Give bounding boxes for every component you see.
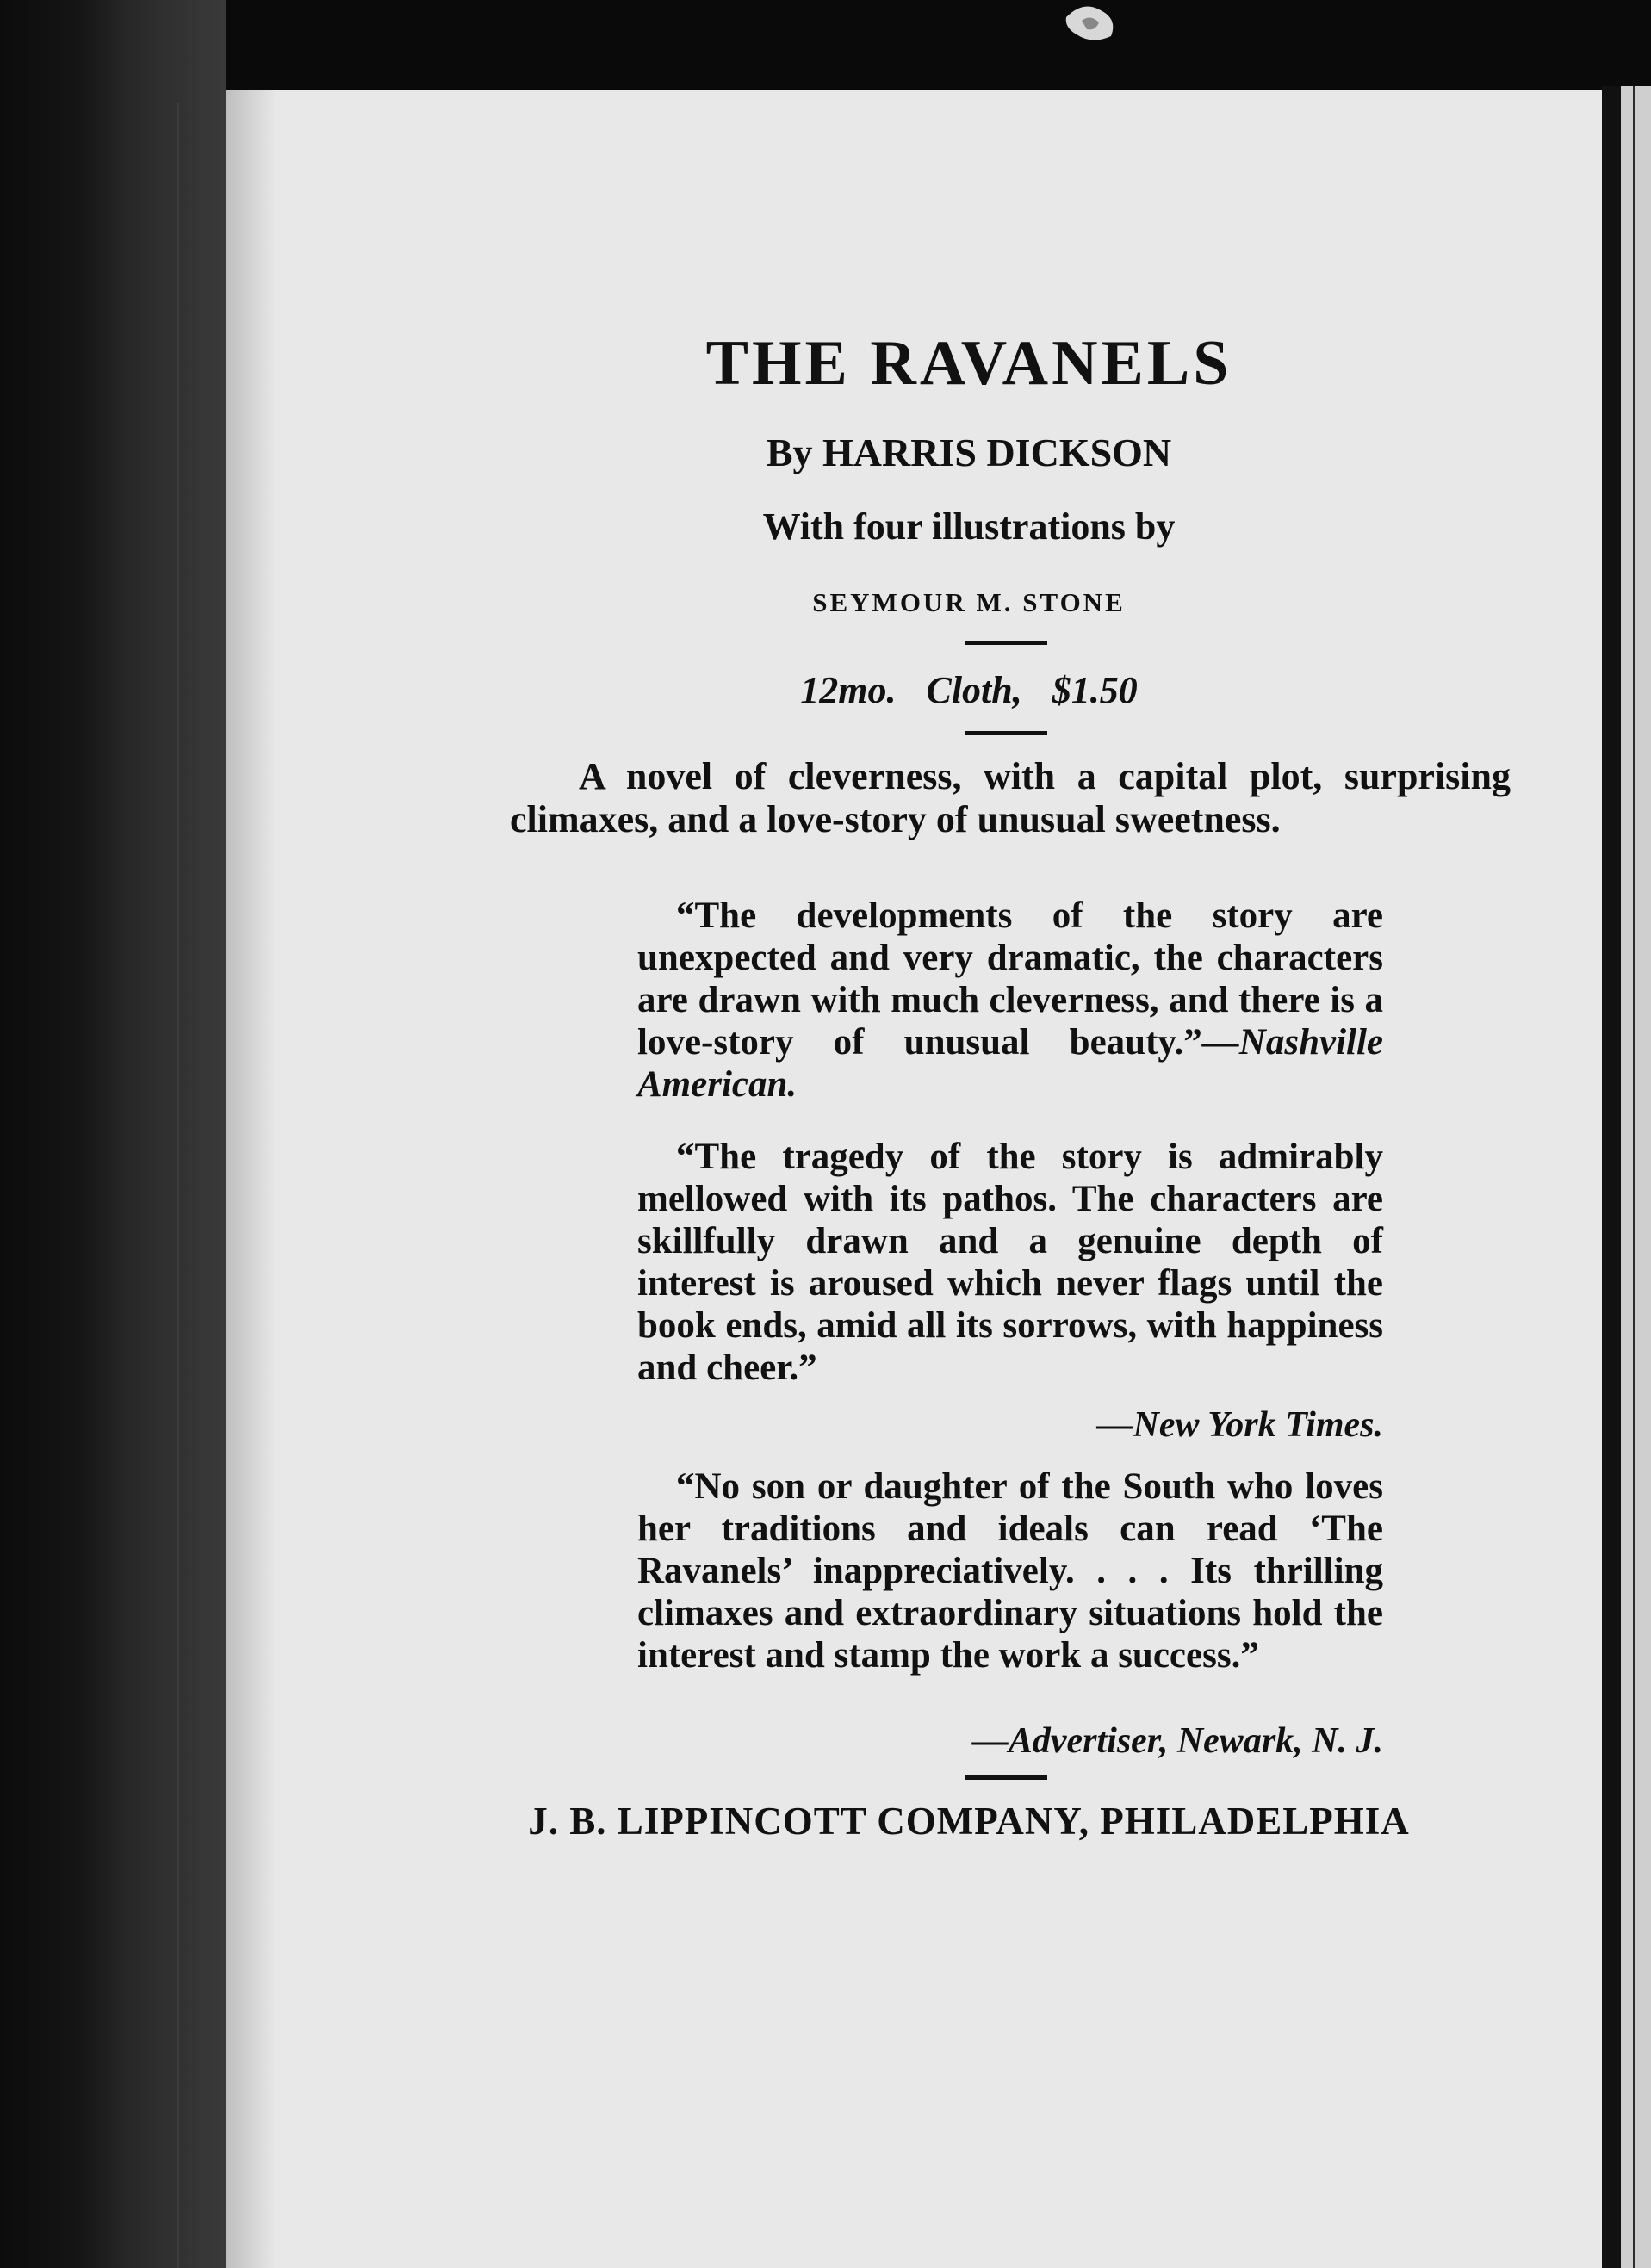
book-summary: A novel of cleverness, with a capital plot, surprising climaxes, and a love-story of unusual sweetness. <box>510 755 1511 840</box>
review-quote: “The tragedy of the story is admirably mellowed with its pathos. The characters are skillfully drawn and a genuine depth of interest is aroused which never flags until the book ends, amid all its sorrows, with happiness and cheer.” <box>637 1137 1383 1388</box>
divider-rule <box>965 641 1047 645</box>
divider-rule <box>965 1775 1047 1780</box>
divider-rule <box>965 731 1047 735</box>
adjacent-page-line <box>1633 86 1635 2268</box>
publisher-line: J. B. LIPPINCOTT COMPANY, PHILADELPHIA <box>528 1800 1410 1843</box>
price-line: 12mo. Cloth, $1.50 <box>800 669 1138 711</box>
review-quote <box>637 895 1383 1106</box>
book-title: THE RAVANELS <box>705 328 1232 399</box>
author-byline: By HARRIS DICKSON <box>766 431 1172 474</box>
advertisement-content <box>226 90 1602 2268</box>
adjacent-page-edge <box>1621 86 1651 2268</box>
review-quote: “No son or daughter of the South who loves her traditions and ideals can read ‘The Ravanels’ inappreciatively. . . . Its thrilling climaxes and extraordinary situations hold the interest and stamp the work a success.” <box>637 1466 1383 1676</box>
page-gutter-shadow <box>1602 86 1621 2268</box>
review-source: —New York Times. <box>1096 1405 1383 1445</box>
binding-edge-line <box>177 103 179 2268</box>
review-source: —Nashville American. <box>637 1022 1383 1105</box>
illustrator-name: SEYMOUR M. STONE <box>812 587 1126 617</box>
scan-artifact-mark <box>1058 0 1127 47</box>
book-page <box>226 90 1602 2268</box>
review-text: “The developments of the story are unexpected and very dramatic, the characters are drawn with much cleverness, and there is a love-story of unusual beauty.” <box>637 895 1383 1063</box>
review-source: —Advertiser, Newark, N. J. <box>971 1721 1383 1761</box>
illustrations-line: With four illustrations by <box>762 505 1176 548</box>
book-binding-shadow <box>0 0 226 2268</box>
